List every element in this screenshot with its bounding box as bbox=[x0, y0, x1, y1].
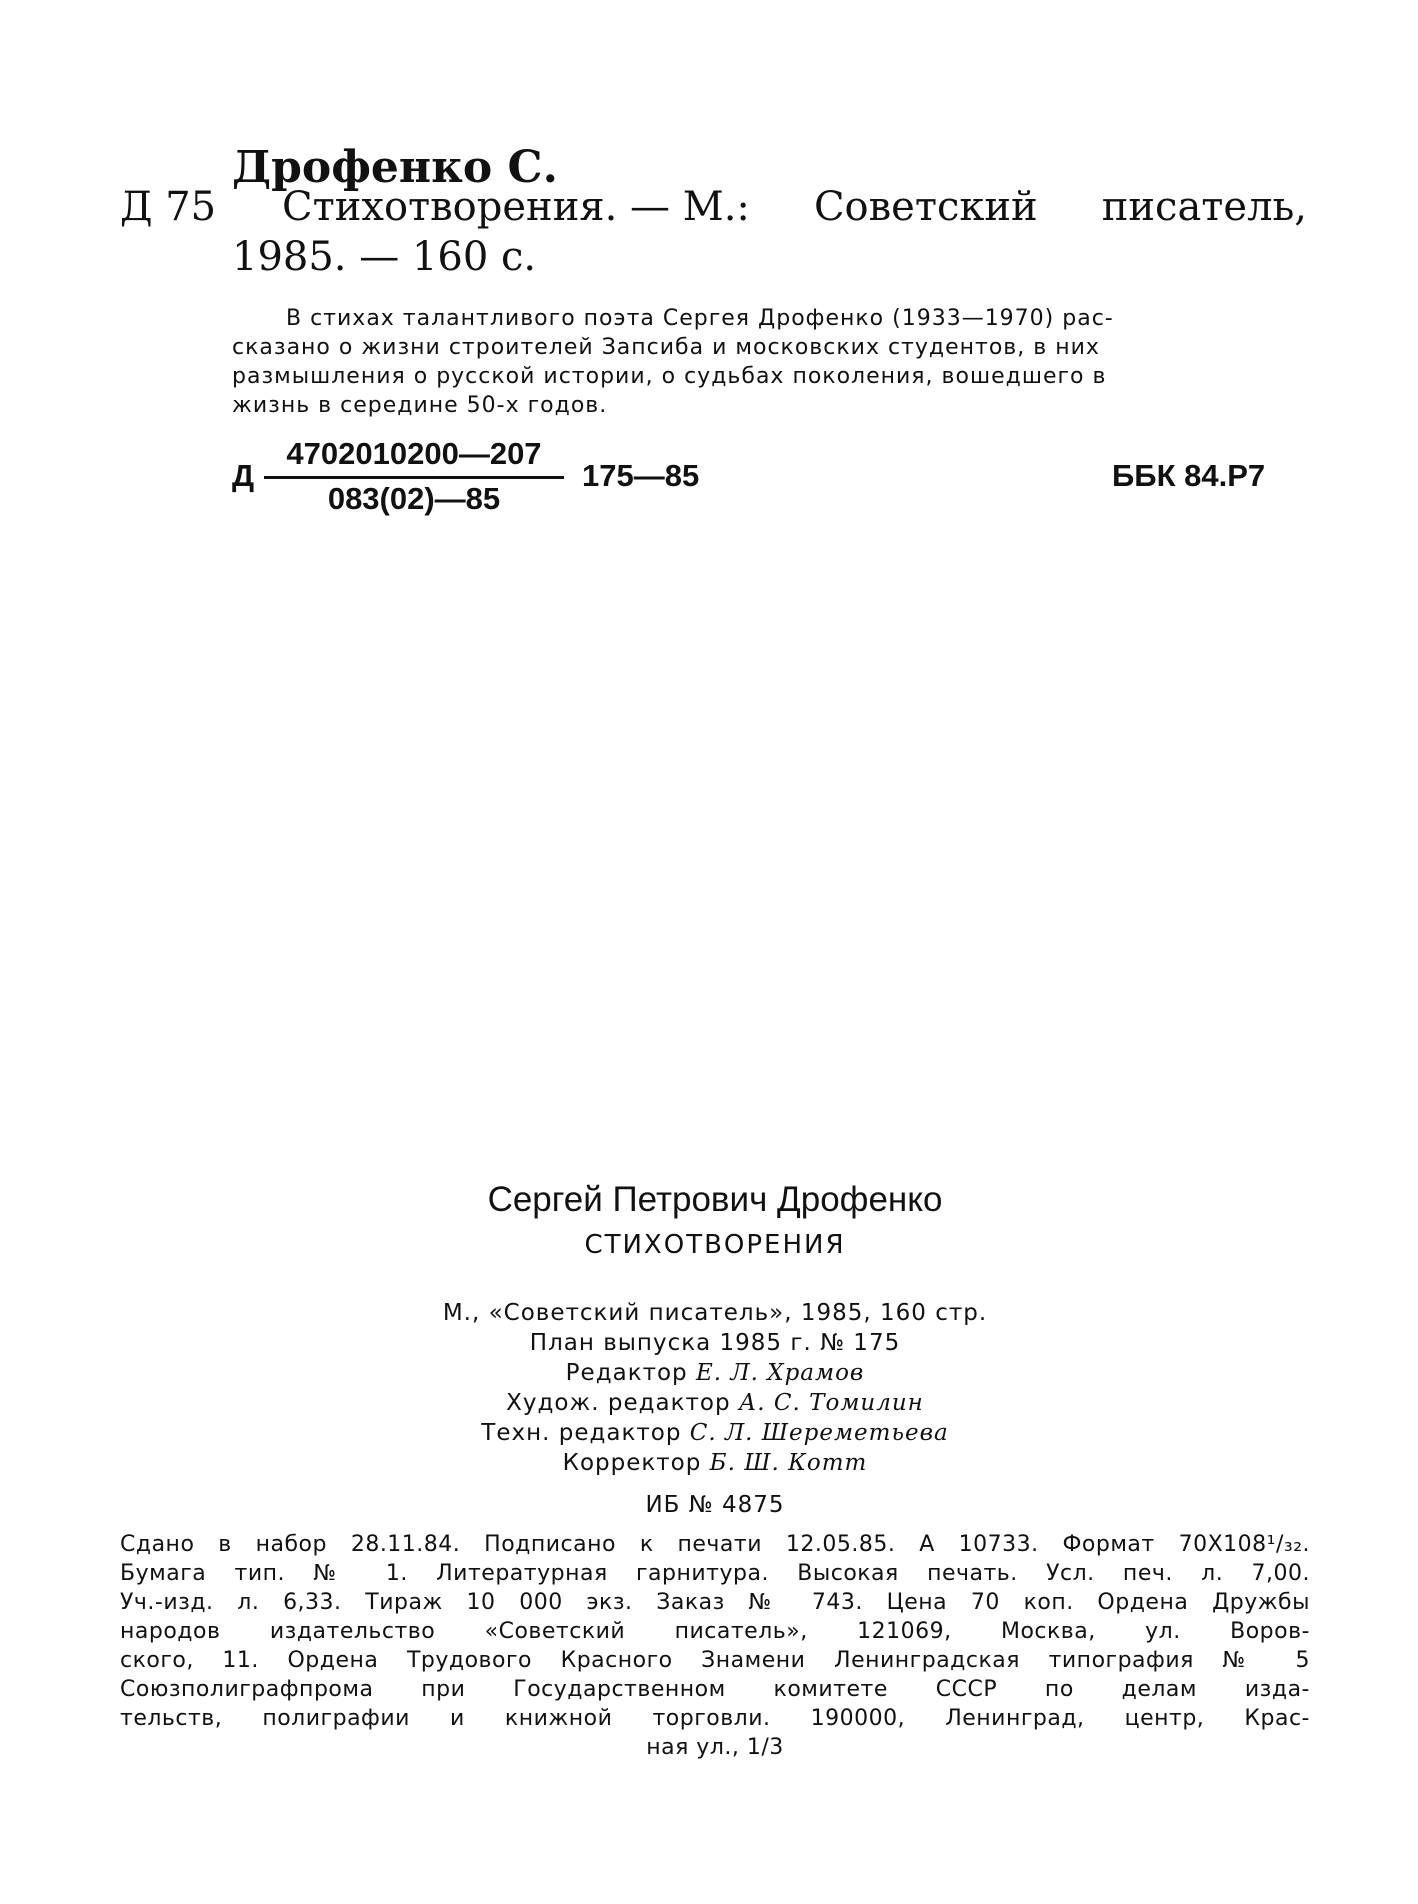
annotation-line: жизнь в середине 50-х годов. bbox=[232, 393, 608, 418]
annotation-line: сказано о жизни строителей Запсиба и московских студентов, в них bbox=[232, 335, 1100, 360]
annotation-line: размышления о русской истории, о судьбах поколения, вошедшего в bbox=[232, 364, 1107, 389]
print-line: Бумага тип. № 1. Литературная гарнитура. Высокая печать. Усл. печ. л. 7,00. bbox=[120, 1561, 1310, 1586]
credit-person: А. С. Томилин bbox=[738, 1390, 924, 1416]
print-line: Сдано в набор 28.11.84. Подписано к печати 12.05.85. А 10733. Формат 70Х108¹/₃₂. bbox=[120, 1532, 1310, 1557]
catalog-index: Д 75 bbox=[120, 184, 217, 230]
catalog-fraction bbox=[264, 436, 564, 517]
publisher-line: М., «Советский писатель», 1985, 160 стр. bbox=[442, 1300, 988, 1326]
print-line: ского, 11. Ордена Трудового Красного Знамени Ленинградская типография № 5 bbox=[120, 1648, 1310, 1673]
colophon bbox=[120, 1180, 1310, 1762]
catalog-author: Дрофенко С. bbox=[232, 142, 558, 193]
print-data bbox=[120, 1530, 1310, 1762]
credit-role: Редактор bbox=[565, 1360, 688, 1386]
credit-line bbox=[120, 1448, 1310, 1478]
title-word: писатель, bbox=[1101, 184, 1307, 230]
catalog-letter: Д bbox=[232, 458, 255, 493]
credit-role: Худож. редактор bbox=[506, 1390, 731, 1416]
catalog-title-line bbox=[282, 184, 1307, 230]
credit-role: Техн. редактор bbox=[481, 1420, 682, 1446]
print-line: Уч.-изд. л. 6,33. Тираж 10 000 экз. Заказ № 743. Цена 70 коп. Ордена Дружбы bbox=[120, 1590, 1310, 1615]
print-line: Союзполиграфпрома при Государственном комитете СССР по делам изда- bbox=[120, 1677, 1310, 1702]
credit-line bbox=[120, 1388, 1310, 1418]
plan-line: План выпуска 1985 г. № 175 bbox=[529, 1330, 901, 1356]
title-word: Стихотворения. — М.: bbox=[282, 184, 750, 230]
credit-person: Е. Л. Храмов bbox=[695, 1360, 865, 1386]
catalog-imprint: 1985. — 160 с. bbox=[232, 234, 537, 280]
print-line: тельств, полиграфии и книжной торговли. 190000, Ленинград, центр, Крас- bbox=[120, 1706, 1310, 1731]
annotation-line: В стихах талантливого поэта Сергея Дрофенко (1933—1970) рас- bbox=[286, 306, 1114, 331]
credit-person: Б. Ш. Котт bbox=[709, 1450, 868, 1476]
catalog-numerator: 4702010200—207 bbox=[264, 436, 564, 479]
ib-number: ИБ № 4875 bbox=[645, 1492, 785, 1518]
credit-role: Корректор bbox=[562, 1450, 702, 1476]
credit-person: С. Л. Шереметьева bbox=[689, 1420, 949, 1446]
catalog-denominator: 083(02)—85 bbox=[327, 481, 501, 516]
annotation bbox=[232, 304, 1295, 420]
credit-line bbox=[120, 1358, 1310, 1388]
print-line: народов издательство «Советский писатель», 121069, Москва, ул. Воров- bbox=[120, 1619, 1310, 1644]
credit-line bbox=[120, 1418, 1310, 1448]
author-full-name: Сергей Петрович Дрофенко bbox=[487, 1180, 943, 1219]
bbk-code: ББК 84.Р7 bbox=[1112, 458, 1266, 493]
title-word: Советский bbox=[813, 184, 1038, 230]
catalog-number: 175—85 bbox=[582, 458, 700, 493]
work-title: СТИХОТВОРЕНИЯ bbox=[584, 1230, 846, 1260]
print-line: ная ул., 1/3 bbox=[646, 1735, 784, 1760]
